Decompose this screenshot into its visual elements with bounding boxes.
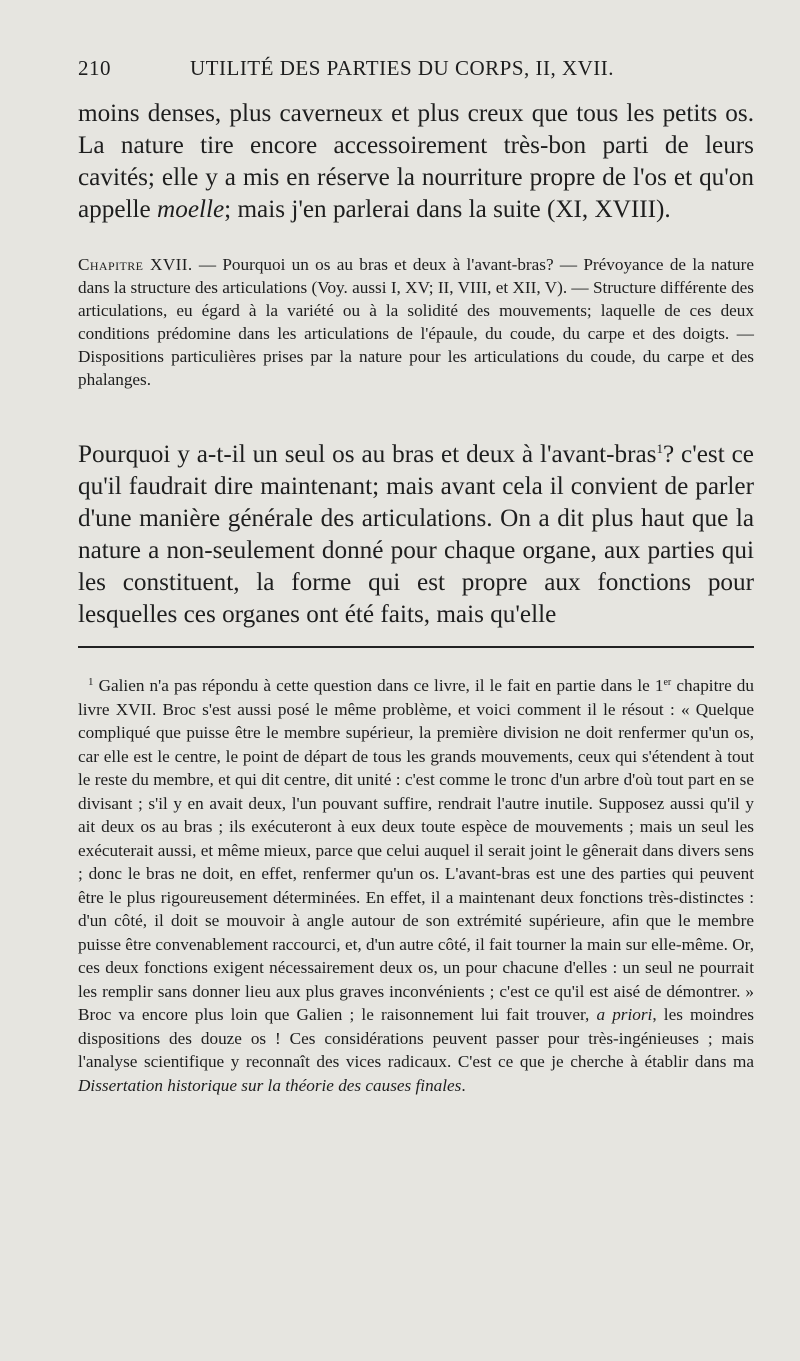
- footnote-italic-a-priori: a priori: [596, 1005, 653, 1024]
- footnote-reference: 1: [656, 441, 663, 456]
- footnote-mark: 1: [88, 676, 94, 688]
- chapter-summary-text: — Pourquoi un os au bras et deux à l'avant-bras? — Prévoyance de la nature dans la structure des articulations (Voy. aussi I, XV; II, VIII, et XII, V). — Structure différente des articulations, eu égard à la variété ou à la solidité des mouvements; laquelle de ces deux conditions prédomine dans les articulations de l'épaule, du coude, du carpe et des doigts. — Dispositions particulières prises par la nature pour les articulations du coude, du carpe et des phalanges.: [78, 255, 754, 389]
- footnote-text-c: , les moindres dispositions des douze os ! Ces considérations peuvent passer pour très-ingénieuses ; mais l'analyse scientifique y reconnaît des vices radicaux. C'est ce que je cherche à établir dans ma: [78, 1005, 755, 1071]
- top-paragraph: [78, 98, 754, 226]
- page-number: 210: [78, 56, 111, 80]
- footnote-divider: [78, 646, 754, 648]
- top-paragraph-text-a: moins denses, plus caverneux et plus creux que tous les petits os. La nature tire encore accessoirement très-bon parti de leurs cavités; elle y a mis en réserve la nourriture propre de l'os et qu'on appelle: [78, 100, 754, 223]
- footnote-text-a: Galien n'a pas répondu à cette question dans ce livre, il le fait en partie dans le 1: [93, 676, 664, 695]
- footnote-ordinal: er: [663, 677, 672, 688]
- footnote-text-b: chapitre du livre XVII. Broc s'est aussi posé le même problème, et voici comment il le résout : « Quelque compliqué que puisse être le membre supérieur, la première division ne doit renfermer qu'un os, car elle est le centre, le point de départ de tous les grands mouvements, ceux qui s'étendent à tout le reste du membre, et qui dit centre, dit unité : c'est comme le tronc d'un arbre d'où tout part en se divisant ; s'il y en avait deux, l'un pouvant suffire, rendrait l'autre inutile. Supposez aussi qu'il y ait deux os au bras ; ils exécuteront à eux deux toute espèce de mouvements ; mais un seul les exécuterait aussi, et même mieux, parce que celui auquel il serait joint le gênerait dans divers sens ; donc le bras ne doit, en effet, renfermer qu'un os. L'avant-bras est une des parties qui peuvent être le plus rigoureusement déterminées. En effet, il a maintenant deux fonctions très-distinctes : d'un côté, il doit se mouvoir à angle autour de son extrémité supérieure, afin que le membre puisse être convenablement raccourci, et, d'un autre côté, il fait tourner la main sur elle-même. Or, ces deux fonctions exigent nécessairement deux os, un pour chacune d'elles : un seul ne pourrait les remplir sans donner lieu aux plus graves inconvénients ; c'est ce qu'il est aisé de démontrer. » Broc va encore plus loin que Galien ; le raisonnement lui fait trouver,: [78, 676, 754, 1024]
- main-paragraph: [78, 439, 754, 631]
- running-title: UTILITÉ DES PARTIES DU CORPS, II, XVII.: [190, 56, 615, 80]
- footnote-italic-dissertation: Dissertation historique sur la théorie des causes finales: [78, 1075, 462, 1095]
- main-paragraph-text-b: ? c'est ce qu'il faudrait dire maintenant; mais avant cela il convient de parler d'une manière générale des articulations. On a dit plus haut que la nature a non-seulement donné pour chaque organe, aux parties qui les constituent, la forme qui est propre aux fonctions pour lesquelles ces organes ont été faits, mais qu'elle: [78, 441, 754, 628]
- top-paragraph-text-b: ; mais j'en parlerai dans la suite (XI, XVIII).: [224, 196, 671, 223]
- chapter-summary: [78, 253, 754, 391]
- chapter-label: Chapitre XVII.: [78, 255, 193, 274]
- footnote: [78, 674, 754, 1097]
- main-paragraph-text-a: Pourquoi y a-t-il un seul os au bras et deux à l'avant-bras: [78, 441, 657, 468]
- top-paragraph-term: moelle: [157, 196, 225, 223]
- footnote-text-d: .: [461, 1075, 466, 1095]
